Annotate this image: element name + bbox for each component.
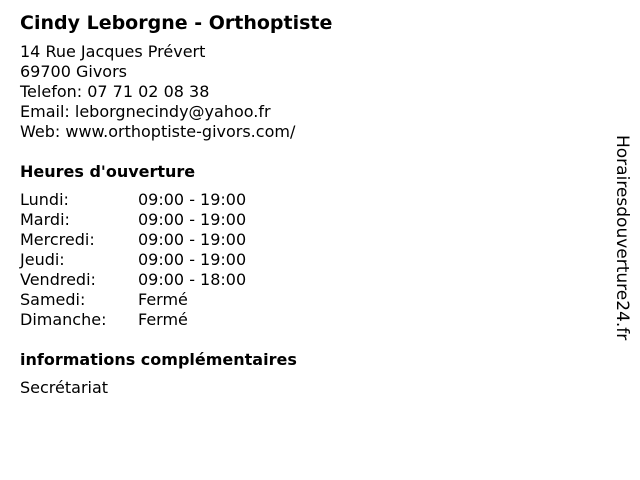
hours-time: 09:00 - 18:00 xyxy=(138,270,247,289)
business-card xyxy=(20,10,590,398)
website-link[interactable]: www.orthoptiste-givors.com/ xyxy=(65,122,296,141)
hours-time: 09:00 - 19:00 xyxy=(138,210,247,229)
hours-day: Mercredi: xyxy=(20,230,95,249)
hours-time: 09:00 - 19:00 xyxy=(138,190,247,209)
web-line xyxy=(20,122,590,142)
hours-heading: Heures d'ouverture xyxy=(20,162,196,181)
email-link[interactable]: leborgnecindy@yahoo.fr xyxy=(74,102,271,121)
hours-row xyxy=(20,210,590,230)
hours-time: Fermé xyxy=(138,310,188,329)
address-city: 69700 Givors xyxy=(20,62,127,81)
site-link[interactable]: Horairesdouverture24.fr xyxy=(612,135,632,341)
business-name: Cindy Leborgne - Orthoptiste xyxy=(20,12,333,34)
email-label: Email: xyxy=(20,102,75,121)
hours-row xyxy=(20,290,590,310)
hours-row xyxy=(20,270,590,290)
address-street: 14 Rue Jacques Prévert xyxy=(20,42,206,61)
hours-row xyxy=(20,250,590,270)
hours-time: 09:00 - 19:00 xyxy=(138,230,247,249)
hours-time: Fermé xyxy=(138,290,188,309)
hours-day: Vendredi: xyxy=(20,270,96,289)
phone-line: Telefon: 07 71 02 08 38 xyxy=(20,82,210,101)
hours-day: Samedi: xyxy=(20,290,86,309)
hours-row xyxy=(20,230,590,250)
email-line xyxy=(20,102,590,122)
hours-day: Dimanche: xyxy=(20,310,107,329)
hours-time: 09:00 - 19:00 xyxy=(138,250,247,269)
info-text: Secrétariat xyxy=(20,378,109,397)
hours-row xyxy=(20,310,590,330)
info-heading: informations complémentaires xyxy=(20,350,297,369)
web-label: Web: xyxy=(20,122,66,141)
hours-day: Mardi: xyxy=(20,210,70,229)
hours-day: Lundi: xyxy=(20,190,69,209)
site-watermark xyxy=(612,135,632,375)
hours-day: Jeudi: xyxy=(20,250,65,269)
hours-row xyxy=(20,190,590,210)
